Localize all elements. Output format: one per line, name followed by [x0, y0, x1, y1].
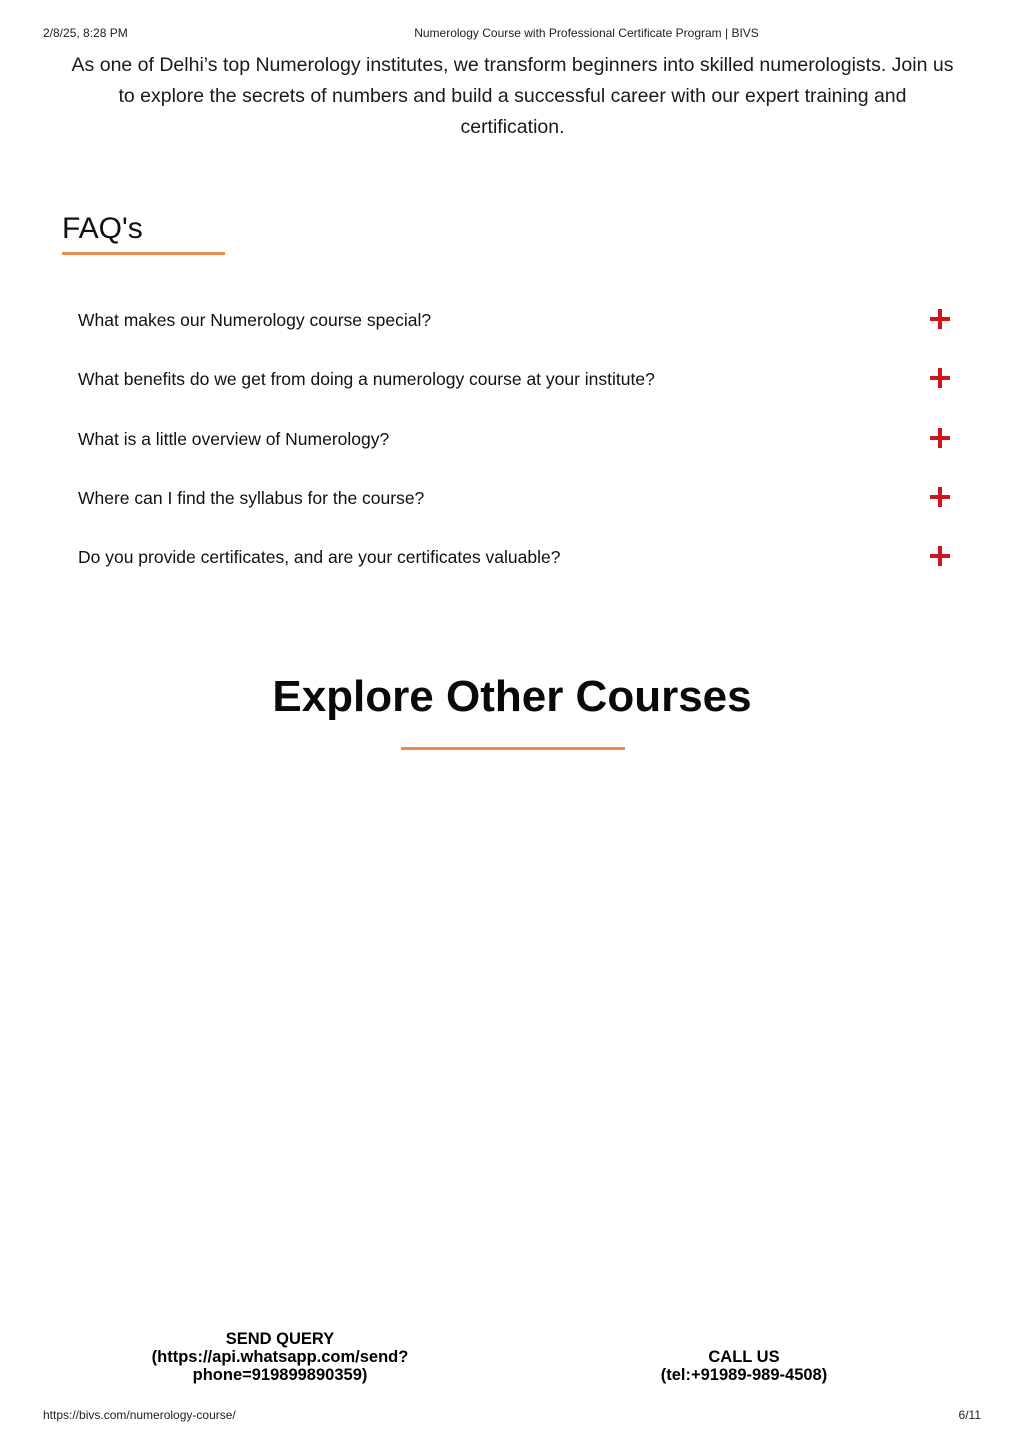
call-us-link[interactable]	[594, 1348, 894, 1384]
send-query-label: SEND QUERY	[225, 1330, 335, 1348]
send-query-url-line2: phone=919899890359)	[192, 1366, 368, 1384]
faq-question: Where can I find the syllabus for the course?	[78, 487, 425, 508]
faq-question: What is a little overview of Numerology?	[78, 428, 390, 449]
page-number: 6/11	[958, 1408, 981, 1422]
faq-item[interactable]	[78, 419, 950, 478]
send-query-url-line1: (https://api.whatsapp.com/send?	[151, 1348, 409, 1366]
plus-icon[interactable]	[930, 546, 950, 566]
faq-item[interactable]	[78, 478, 950, 537]
faq-item[interactable]	[78, 300, 950, 359]
print-datetime: 2/8/25, 8:28 PM	[43, 26, 128, 40]
call-us-label: CALL US	[708, 1348, 780, 1366]
print-page-title: Numerology Course with Professional Certificate Program | BIVS	[414, 26, 759, 40]
plus-icon[interactable]	[930, 428, 950, 448]
plus-icon[interactable]	[930, 368, 950, 388]
faq-list	[78, 300, 950, 596]
print-header	[0, 26, 1024, 42]
faq-question: What makes our Numerology course special?	[78, 310, 432, 330]
faq-heading: FAQ's	[62, 212, 143, 245]
explore-heading-underline	[401, 747, 625, 750]
faq-question: What benefits do we get from doing a numerology course at your institute?	[78, 369, 655, 390]
faq-question: Do you provide certificates, and are your certificates valuable?	[78, 547, 561, 567]
intro-paragraph: As one of Delhi’s top Numerology institutes, we transform beginners into skilled numerologists. Join us to explore the secrets of numbers and build a successful career with our expert training and certification.	[71, 54, 954, 138]
explore-courses-heading: Explore Other Courses	[272, 672, 752, 721]
faq-item[interactable]	[78, 359, 950, 418]
print-footer	[0, 1408, 1024, 1424]
call-us-number: (tel:+91989-989-4508)	[660, 1366, 828, 1384]
plus-icon[interactable]	[930, 487, 950, 507]
send-query-link[interactable]	[130, 1330, 430, 1384]
faq-heading-underline	[62, 252, 225, 255]
plus-icon[interactable]	[930, 309, 950, 329]
print-url: https://bivs.com/numerology-course/	[43, 1408, 236, 1422]
faq-item[interactable]	[78, 537, 950, 596]
